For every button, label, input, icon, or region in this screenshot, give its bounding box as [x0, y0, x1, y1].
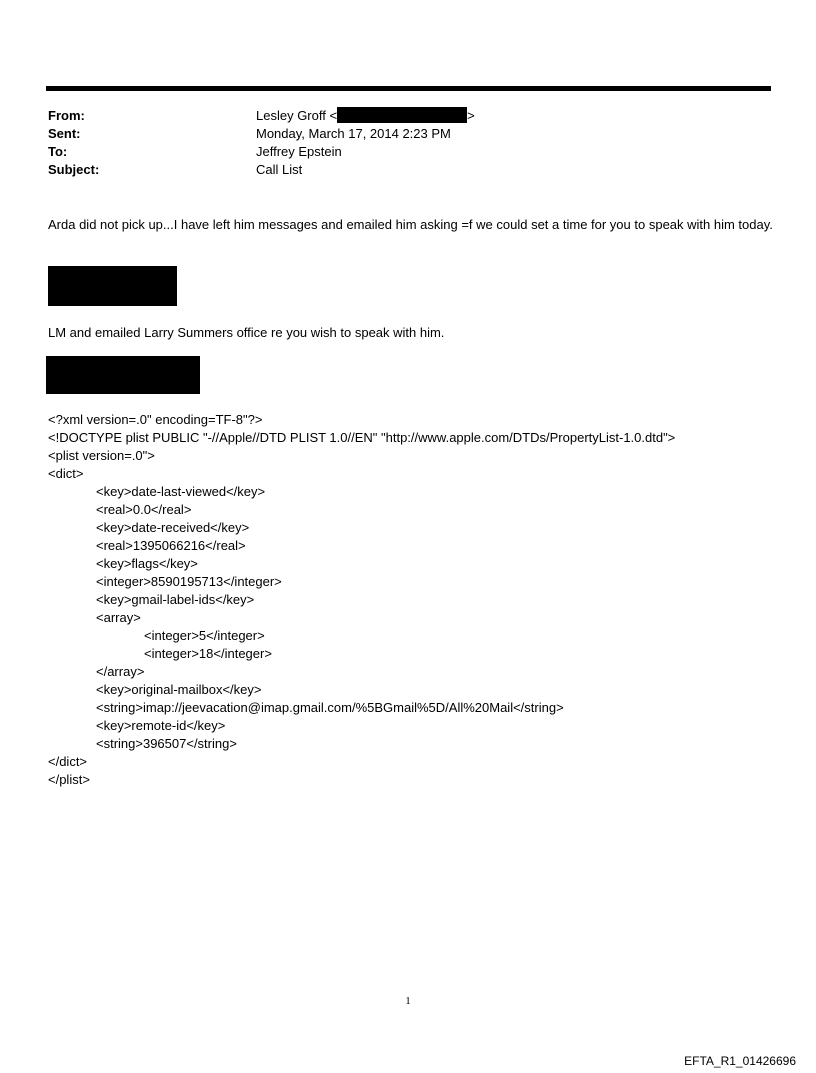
page-number: 1 [405, 995, 411, 1007]
from-close-bracket: > [467, 108, 475, 123]
plist-line: <key>gmail-label-ids</key> [96, 592, 255, 607]
from-value [256, 107, 475, 125]
header-divider-rule [46, 86, 771, 91]
plist-line: <integer>18</integer> [144, 646, 272, 661]
plist-line: <key>remote-id</key> [96, 718, 226, 733]
plist-xml-block [48, 411, 675, 789]
plist-line: <real>0.0</real> [96, 502, 192, 517]
plist-line: </plist> [48, 772, 90, 787]
plist-line: <string>imap://jeevacation@imap.gmail.com/%5BGmail%5D/All%20Mail</string> [96, 700, 564, 715]
plist-line: <key>original-mailbox</key> [96, 682, 262, 697]
plist-line: </array> [96, 664, 145, 679]
plist-line: <key>flags</key> [96, 556, 198, 571]
to-label: To: [48, 144, 68, 159]
plist-line: <plist version=.0"> [48, 448, 155, 463]
body-paragraph-2: LM and emailed Larry Summers office re you wish to speak with him. [48, 325, 445, 340]
redacted-email-block [337, 107, 467, 123]
plist-line: <key>date-last-viewed</key> [96, 484, 266, 499]
sent-value: Monday, March 17, 2014 2:23 PM [256, 126, 451, 141]
plist-line: <!DOCTYPE plist PUBLIC "-//Apple//DTD PLIST 1.0//EN" "http://www.apple.com/DTDs/PropertyList-1.0.dtd"> [48, 430, 676, 445]
plist-line: </dict> [48, 754, 88, 769]
from-name: Lesley Groff < [256, 108, 338, 123]
plist-line: <array> [96, 610, 141, 625]
subject-label: Subject: [48, 162, 100, 177]
redaction-block-2 [46, 356, 200, 394]
subject-value: Call List [256, 162, 303, 177]
plist-line: <real>1395066216</real> [96, 538, 246, 553]
from-label: From: [48, 108, 85, 123]
plist-line: <?xml version=.0" encoding=TF-8"?> [48, 412, 263, 427]
plist-line: <integer>5</integer> [144, 628, 265, 643]
sent-label: Sent: [48, 126, 81, 141]
plist-line: <dict> [48, 466, 84, 481]
body-paragraph-1: Arda did not pick up...I have left him messages and emailed him asking =f we could set a time for you to speak with him today. [48, 217, 773, 232]
document-id: EFTA_R1_01426696 [684, 1054, 796, 1068]
plist-line: <integer>8590195713</integer> [96, 574, 282, 589]
to-value: Jeffrey Epstein [256, 144, 342, 159]
redaction-block-1 [48, 266, 177, 306]
plist-line: <key>date-received</key> [96, 520, 250, 535]
plist-line: <string>396507</string> [96, 736, 237, 751]
